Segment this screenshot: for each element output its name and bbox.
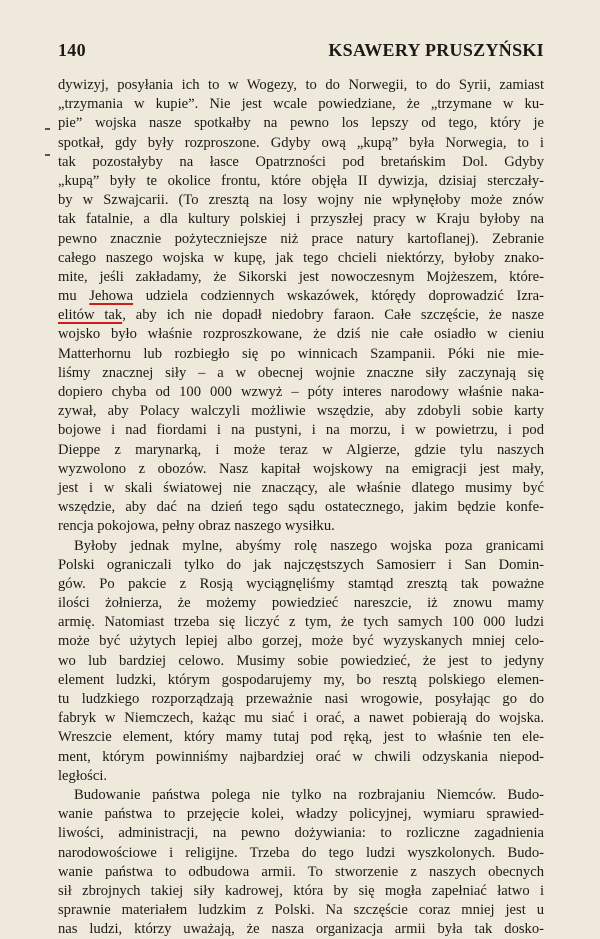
text-line: sprawnie materiałem ludzkim z Polski. Na szczęście coraz mniej jest u [58,902,544,919]
text-line-underlined [58,306,544,325]
text-line: wojsko było właśnie rozproszkowane, że dziś nie całe osiadło w cieniu [58,326,544,343]
page-number: 140 [58,40,86,60]
text-line: zywał, aby Polacy walczyli możliwie wszędzie, aby zdobyli sobie karty [58,403,544,420]
text-line: tak pozostałyby na łasce Opatrzności pod bretańskim Dol. Gdyby [58,153,544,170]
line-remainder: udziela codziennych wskazówek, którędy doprowadzić Izra- [133,288,545,305]
text-line: jest i w skali światowej nie znaczący, ale właśnie dlatego musimy być [58,479,544,496]
text-line: Polski ograniczali tylko do jak najczęstszych Samosierr i San Domin- [58,556,544,573]
text-line: gów. Po pakcie z Rosją wyciągnęliśmy stamtąd zresztą tak poważne [58,575,544,592]
text-line: Matterhornu lub rozbiegło się po winnicach Szampanii. Póki nie mie- [58,345,544,362]
text-line: element ludzki, którym gospodarujemy my, bo resztą polskiego elemen- [58,671,544,688]
text-line: Wreszcie element, który mamy tutaj pod ręką, jest to właśnie ten ele- [58,729,544,746]
text-line: wyzwolono z obozów. Nasz kapitał wojskowy na emigracji jest mały, [58,460,544,477]
text-line: ległości. [58,767,108,784]
text-line: „trzymania w kupie”. Nie jest wcale powiedziane, że „trzymane w ku- [58,96,544,113]
text-line: wanie państwa to odbudowa armii. To stworzenie z naszych obecnych [58,863,544,880]
text-line: narodowościowe i religijne. Trzeba do tego ludzi wyszkolonych. Budo- [58,844,544,861]
text-line: liwości, administracji, na pewno dożywiania: to rozliczne zagadnienia [58,825,544,842]
text-line: całego naszego wojska w kupę, jak tego chcieli niektórzy, byłoby znako- [58,249,544,266]
text-line-underlined: mu Jehowa udziela codziennych wskazówek, którędy doprowadzić Izra- [58,288,545,305]
text-line: wo lub bardziej celowo. Musimy sobie powiedzieć, że jest to jedyny [58,652,544,669]
text-line: rencja pokojowa, pełny obraz naszego wysiłku. [58,518,335,535]
text-line: wszędzie, aby dać na dzień tego sądu ostatecznego, jakim będzie konfe- [58,499,544,516]
underlined-word: Jehowa [89,288,134,305]
page-header [58,40,544,64]
text-line: by w Szwajcarii. (To zresztą na losy wojny nie wpłynęłoby może znów [58,192,544,209]
text-line: nas ludzi, którzy uważają, że nasza organizacja armii była tak dosko- [58,921,544,938]
text-line: mite, jeśli zakładamy, że Sikorski jest nowoczesnym Mojżeszem, które- [58,268,544,285]
margin-mark [45,154,50,156]
text-line: pewno znacznie pożyteczniejsze niż prace natury kartoflanej). Zebranie [58,230,544,247]
running-head: KSAWERY PRUSZYŃSKI [328,40,544,60]
text-line: dywizyj, posyłania ich to w Wogezy, to do Norwegii, to do Syrii, zamiast [58,77,544,93]
margin-mark [45,128,50,130]
text-line: fabryk w Niemczech, każąc mu siać i orać, a nawet pobierają do wojska. [58,710,544,727]
text-line: armię. Natomiast trzeba się liczyć z tym, że tych samych 100 000 ludzi [58,614,544,631]
text-line: liśmy znacznej siły – a w obecnej wojnie znaczne siły zaczynają się [58,364,544,381]
text-line: tu ludzkiego rozporządzają przeważnie nasi wrogowie, posyłając go do [58,691,544,707]
underlined-word: elitów tak [58,307,123,324]
text-line: dopiero chyba od 100 000 wzwyż – póty interes narodowy właśnie naka- [58,384,544,400]
line-remainder: , aby ich nie dopadł niedobry faraon. Całe szczęście, że nasze [122,307,544,324]
text-line: Byłoby jednak mylne, abyśmy rolę naszego wojska poza granicami [74,537,544,554]
text-line: może być użytych lepiej albo gorzej, może być wyzyskanych mniej celo- [58,633,544,650]
text-line: „kupą” były te okolice frontu, które objęła II dywizja, dzisiaj sterczały- [58,172,544,189]
text-line: bojowe i nad fiordami i na pustyni, i na morzu, i w powietrzu, i pod [58,422,544,439]
text-line: ment, którym powinniśmy najbardziej orać w chwili odzyskania niepod- [58,748,544,765]
text-line: pie” wojska nasze spotkałby na pewno los lepszy od tego, który je [58,115,544,132]
body-text [58,76,544,939]
text-line: Budowanie państwa polega nie tylko na rozbrajaniu Niemców. Budo- [74,786,544,803]
text-line: sił zbrojnych takiej siły kadrowej, która by się mogła zapełniać łatwo i [58,882,544,899]
text-line: wanie państwa to przejęcie kolei, władzy policyjnej, wymiaru sprawied- [58,806,544,823]
text-line: Dieppe z marynarką, i może teraz w Algierze, gdzie tylu naszych [58,441,544,458]
text-line: tak fatalnie, a dla kultury polskiej i przyszłej pracy w Kraju byłoby na [58,211,544,228]
text-line: ilości żołnierza, że możemy powiedzieć nareszcie, iż znowu mamy [58,595,544,612]
text-line: spotkał, gdy były rozproszone. Gdyby ową „kupą” była Norwegia, to i [58,134,544,151]
